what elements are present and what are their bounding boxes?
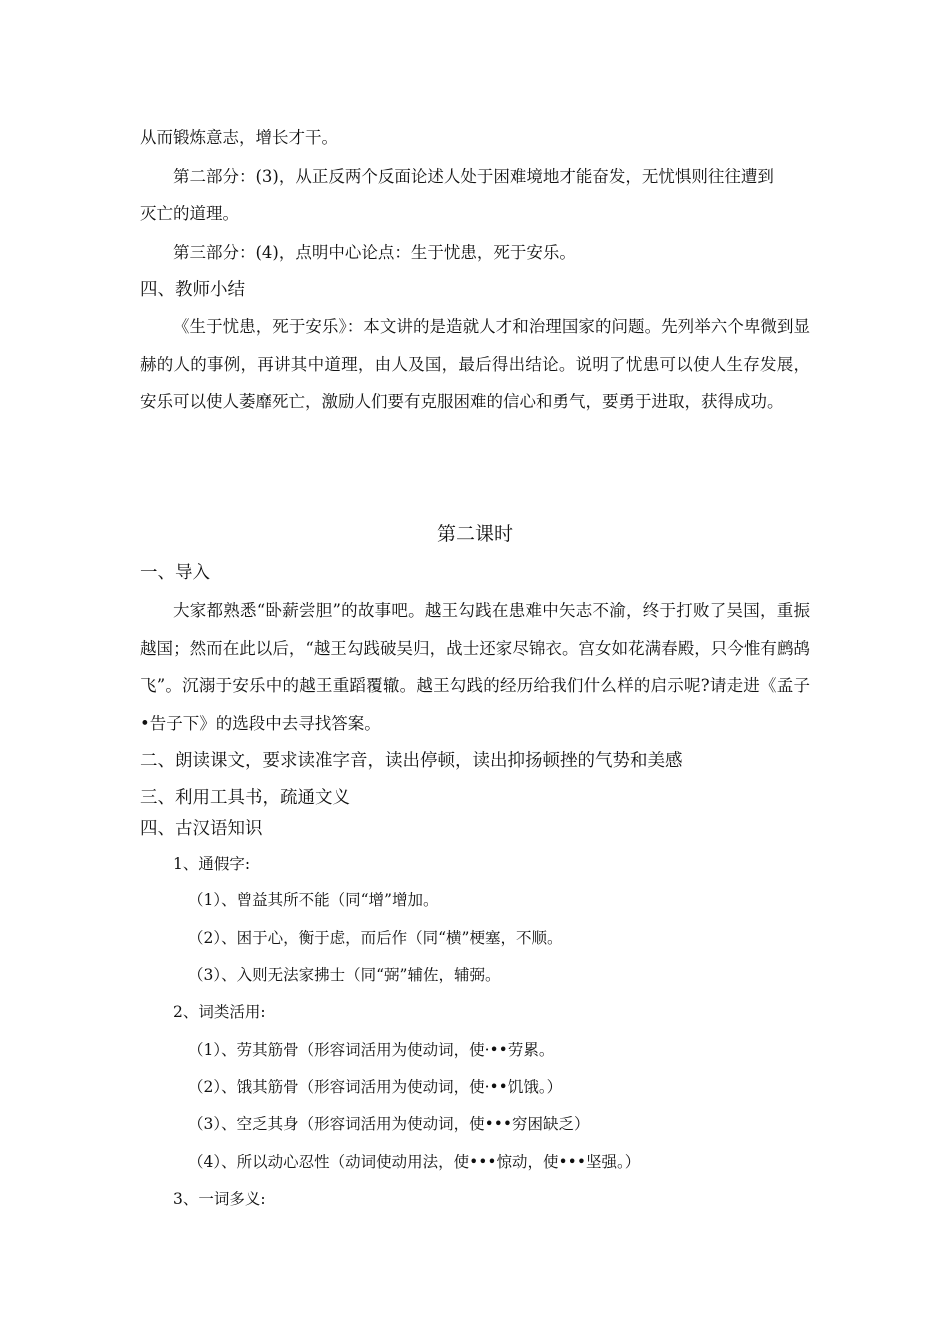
part-three-line: 第三部分：(4)，点明中心论点：生于忧患，死于安乐。 <box>173 243 576 262</box>
cilei-item: （1）、劳其筋骨（形容词活用为使动词，使·••劳累。 <box>188 1041 555 1059</box>
tongjia-label: 1、通假字: <box>173 855 251 873</box>
tongjia-item: （2）、困于心，衡于虑，而后作（同“横”梗塞，不顺。 <box>188 929 563 947</box>
continuation-line: 从而锻炼意志，增长才干。 <box>140 128 338 147</box>
reading-heading: 二、朗读课文，要求读准字音，读出停顿，读出抑扬顿挫的气势和美感 <box>140 751 683 771</box>
cilei-item: （3）、空乏其身（形容词活用为使动词，使•••穷困缺乏） <box>188 1115 590 1133</box>
tools-heading: 三、利用工具书，疏通文义 <box>140 788 350 808</box>
cilei-item: （4）、所以动心忍性（动词使动用法，使•••惊动，使•••坚强。） <box>188 1153 641 1171</box>
summary-heading: 四、教师小结 <box>140 280 245 300</box>
yici-label: 3、一词多义: <box>173 1190 266 1208</box>
tongjia-item: （3）、入则无法家拂士（同“弼”辅佐，辅弼。 <box>188 966 501 984</box>
grammar-heading: 四、古汉语知识 <box>140 819 263 839</box>
cilei-label: 2、词类活用: <box>173 1003 266 1021</box>
summary-paragraph: 《生于忧患，死于安乐》：本文讲的是造就人才和治理国家的问题。先列举六个卑微到显赫的人的事例，再讲其中道理，由人及国，最后得出结论。说明了忧患可以使人生存发展，安乐可以使人萎靡死亡，激励人们要有克服困难的信心和勇气，要勇于进取，获得成功。 <box>140 317 810 411</box>
tongjia-item: （1）、曾益其所不能（同“增”增加。 <box>188 891 439 909</box>
intro-paragraph: 大家都熟悉“卧薪尝胆”的故事吧。越王勾践在患难中矢志不渝，终于打败了吴国，重振越国；然而在此以后，“越王勾践破吴归，战士还家尽锦衣。宫女如花满春殿，只今惟有鹧鸪飞”。沉溺于安乐中的越王重蹈覆辙。越王勾践的经历给我们什么样的启示呢?请走进《孟子•告子下》的选段中去寻找答案。 <box>140 601 810 733</box>
cilei-item: （2）、饿其筋骨（形容词活用为使动词，使·••饥饿。） <box>188 1078 563 1096</box>
part-two-line-continued: 灭亡的道理。 <box>140 204 239 223</box>
part-two-line: 第二部分：(3)，从正反两个反面论述人处于困难境地才能奋发，无忧惧则往往遭到 <box>173 167 774 186</box>
lesson-title: 第二课时 <box>436 523 513 545</box>
intro-heading: 一、导入 <box>140 563 210 583</box>
